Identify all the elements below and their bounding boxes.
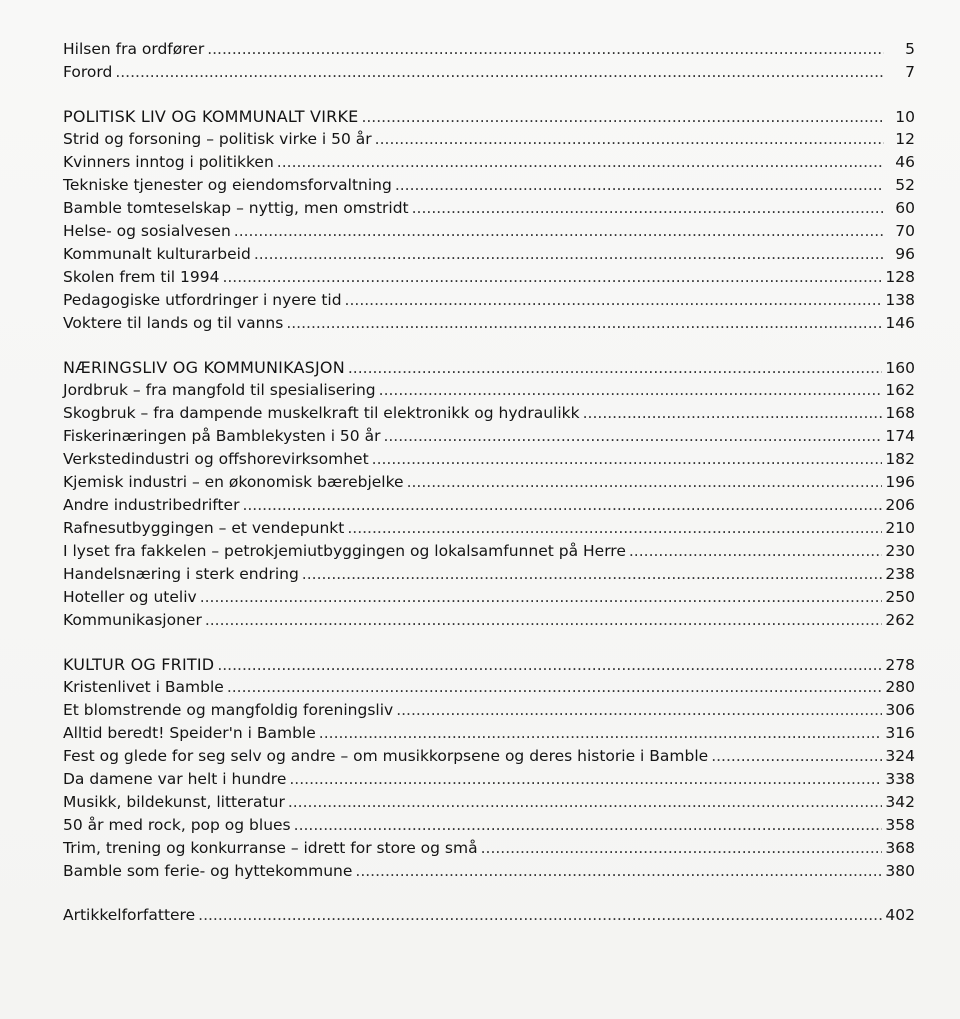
dot-leader — [629, 540, 883, 563]
toc-entry — [63, 494, 915, 517]
dot-leader — [375, 128, 884, 151]
dot-leader — [217, 654, 882, 677]
toc-section-heading — [63, 653, 915, 676]
dot-leader — [395, 174, 884, 197]
toc-entry-page-number: 7 — [905, 63, 915, 81]
toc-entry-page-number: 146 — [885, 314, 915, 332]
dot-leader — [227, 676, 883, 699]
dot-leader — [407, 471, 883, 494]
toc-entry — [63, 791, 915, 814]
dot-leader — [345, 289, 883, 312]
toc-entry-title: I lyset fra fakkelen – petrokjemiutbyggingen og lokalsamfunnet på Herre — [63, 542, 626, 560]
dot-leader — [348, 357, 883, 380]
toc-entry-title: Andre industribedrifter — [63, 496, 240, 514]
dot-leader — [205, 609, 883, 632]
toc-entry-page-number: 306 — [885, 701, 915, 719]
toc-entry-title: 50 år med rock, pop og blues — [63, 816, 291, 834]
toc-entry-title: Hoteller og uteliv — [63, 588, 197, 606]
toc-entry — [63, 379, 915, 402]
dot-leader — [288, 791, 883, 814]
toc-entry-page-number: 12 — [895, 130, 915, 148]
toc-entry-page-number: 46 — [895, 153, 915, 171]
toc-section-naeringsliv — [63, 356, 915, 632]
toc-entry-title: Tekniske tjenester og eiendomsforvaltning — [63, 176, 392, 194]
toc-entry-page-number: 60 — [895, 199, 915, 217]
dot-leader — [711, 745, 882, 768]
dot-leader — [319, 722, 883, 745]
dot-leader — [372, 448, 883, 471]
dot-leader — [379, 379, 883, 402]
toc-entry-page-number: 280 — [885, 678, 915, 696]
toc-section-back — [63, 904, 915, 927]
toc-entry — [63, 722, 915, 745]
toc-entry-page-number: 5 — [905, 40, 915, 58]
dot-leader — [242, 494, 882, 517]
toc-entry — [63, 837, 915, 860]
dot-leader — [302, 563, 883, 586]
toc-entry-title: Rafnesutbyggingen – et vendepunkt — [63, 519, 345, 537]
toc-entry — [63, 61, 915, 84]
dot-leader — [289, 768, 882, 791]
toc-entry — [63, 768, 915, 791]
toc-entry-page-number: 52 — [895, 176, 915, 194]
toc-entry-page-number: 278 — [885, 656, 915, 674]
toc-entry-title: Handelsnæring i sterk endring — [63, 565, 299, 583]
toc-entry-title: Kjemisk industri – en økonomisk bærebjelke — [63, 473, 404, 491]
toc-entry-title: Bamble som ferie- og hyttekommune — [63, 862, 353, 880]
toc-entry-title: Et blomstrende og mangfoldig foreningsliv — [63, 701, 394, 719]
dot-leader — [294, 814, 883, 837]
toc-entry — [63, 745, 915, 768]
toc-entry-title: Bamble tomteselskap – nyttig, men omstridt — [63, 199, 409, 217]
toc-entry-title: Artikkelforfattere — [63, 906, 196, 924]
toc-entry-page-number: 358 — [885, 816, 915, 834]
toc-entry — [63, 312, 915, 335]
toc-entry — [63, 814, 915, 837]
toc-entry-page-number: 338 — [885, 770, 915, 788]
toc-entry-title: Kristenlivet i Bamble — [63, 678, 224, 696]
dot-leader — [355, 860, 882, 883]
toc-entry — [63, 471, 915, 494]
toc-entry-page-number: 206 — [885, 496, 915, 514]
toc-entry-page-number: 368 — [885, 839, 915, 857]
toc-entry-title: Da damene var helt i hundre — [63, 770, 287, 788]
toc-entry-page-number: 196 — [885, 473, 915, 491]
toc-entry-page-number: 162 — [885, 381, 915, 399]
dot-leader — [347, 517, 882, 540]
toc-entry-page-number: 174 — [885, 427, 915, 445]
toc-entry-page-number: 230 — [885, 542, 915, 560]
toc-entry-page-number: 324 — [885, 747, 915, 765]
toc-entry — [63, 563, 915, 586]
toc-section-kultur — [63, 653, 915, 883]
toc-entry-title: POLITISK LIV OG KOMMUNALT VIRKE — [63, 107, 359, 126]
toc-entry-page-number: 128 — [885, 268, 915, 286]
toc-entry-title: KULTUR OG FRITID — [63, 655, 215, 674]
toc-entry-page-number: 160 — [885, 359, 915, 377]
toc-entry — [63, 676, 915, 699]
dot-leader — [234, 220, 884, 243]
dot-leader — [222, 266, 882, 289]
toc-entry-page-number: 210 — [885, 519, 915, 537]
toc-entry — [63, 220, 915, 243]
toc-entry-title: Jordbruk – fra mangfold til spesialisering — [63, 381, 376, 399]
toc-entry — [63, 197, 915, 220]
toc-entry-page-number: 168 — [885, 404, 915, 422]
dot-leader — [396, 699, 882, 722]
toc-entry-title: Kvinners inntog i politikken — [63, 153, 274, 171]
toc-entry — [63, 38, 915, 61]
toc-entry-page-number: 250 — [885, 588, 915, 606]
toc-entry — [63, 517, 915, 540]
toc-entry — [63, 540, 915, 563]
toc-entry-title: Verkstedindustri og offshorevirksomhet — [63, 450, 369, 468]
dot-leader — [277, 151, 884, 174]
toc-entry-page-number: 402 — [885, 906, 915, 924]
toc-entry — [63, 174, 915, 197]
dot-leader — [254, 243, 884, 266]
toc-entry-title: Forord — [63, 63, 113, 81]
toc-entry — [63, 904, 915, 927]
dot-leader — [412, 197, 884, 220]
toc-entry-title: Voktere til lands og til vanns — [63, 314, 284, 332]
toc-entry-title: Alltid beredt! Speider'n i Bamble — [63, 724, 316, 742]
toc-section-front — [63, 38, 915, 84]
toc-entry-title: Hilsen fra ordfører — [63, 40, 205, 58]
toc-entry — [63, 128, 915, 151]
toc-entry — [63, 402, 915, 425]
toc-entry-title: Trim, trening og konkurranse – idrett for store og små — [63, 839, 478, 857]
dot-leader — [583, 402, 883, 425]
table-of-contents — [63, 38, 915, 927]
toc-entry-title: Fest og glede for seg selv og andre – om musikkorpsene og deres historie i Bamble — [63, 747, 709, 765]
toc-section-politisk — [63, 105, 915, 335]
toc-section-heading — [63, 105, 915, 128]
dot-leader — [115, 61, 884, 84]
toc-entry-title: Helse- og sosialvesen — [63, 222, 231, 240]
toc-entry — [63, 425, 915, 448]
toc-entry-title: Skogbruk – fra dampende muskelkraft til elektronikk og hydraulikk — [63, 404, 580, 422]
toc-entry — [63, 699, 915, 722]
dot-leader — [361, 106, 884, 129]
toc-entry — [63, 243, 915, 266]
toc-entry — [63, 609, 915, 632]
dot-leader — [198, 904, 882, 927]
toc-entry-page-number: 316 — [885, 724, 915, 742]
toc-entry-page-number: 238 — [885, 565, 915, 583]
toc-entry — [63, 151, 915, 174]
toc-entry — [63, 289, 915, 312]
toc-entry-page-number: 262 — [885, 611, 915, 629]
dot-leader — [286, 312, 882, 335]
toc-entry — [63, 266, 915, 289]
dot-leader — [383, 425, 882, 448]
toc-entry-page-number: 70 — [895, 222, 915, 240]
toc-entry — [63, 586, 915, 609]
dot-leader — [481, 837, 883, 860]
toc-entry-page-number: 96 — [895, 245, 915, 263]
toc-entry-page-number: 138 — [885, 291, 915, 309]
toc-entry-page-number: 182 — [885, 450, 915, 468]
toc-entry-title: Musikk, bildekunst, litteratur — [63, 793, 285, 811]
toc-entry-title: Skolen frem til 1994 — [63, 268, 220, 286]
toc-entry-title: Fiskerinæringen på Bamblekysten i 50 år — [63, 427, 381, 445]
toc-entry-title: Pedagogiske utfordringer i nyere tid — [63, 291, 342, 309]
toc-entry-title: Strid og forsoning – politisk virke i 50 år — [63, 130, 372, 148]
toc-entry-title: Kommunalt kulturarbeid — [63, 245, 251, 263]
toc-entry-title: Kommunikasjoner — [63, 611, 202, 629]
toc-section-heading — [63, 356, 915, 379]
toc-entry — [63, 448, 915, 471]
toc-entry-title: NÆRINGSLIV OG KOMMUNIKASJON — [63, 358, 345, 377]
toc-entry-page-number: 342 — [885, 793, 915, 811]
dot-leader — [200, 586, 883, 609]
toc-entry — [63, 860, 915, 883]
toc-entry-page-number: 380 — [885, 862, 915, 880]
dot-leader — [207, 38, 884, 61]
toc-entry-page-number: 10 — [895, 108, 915, 126]
